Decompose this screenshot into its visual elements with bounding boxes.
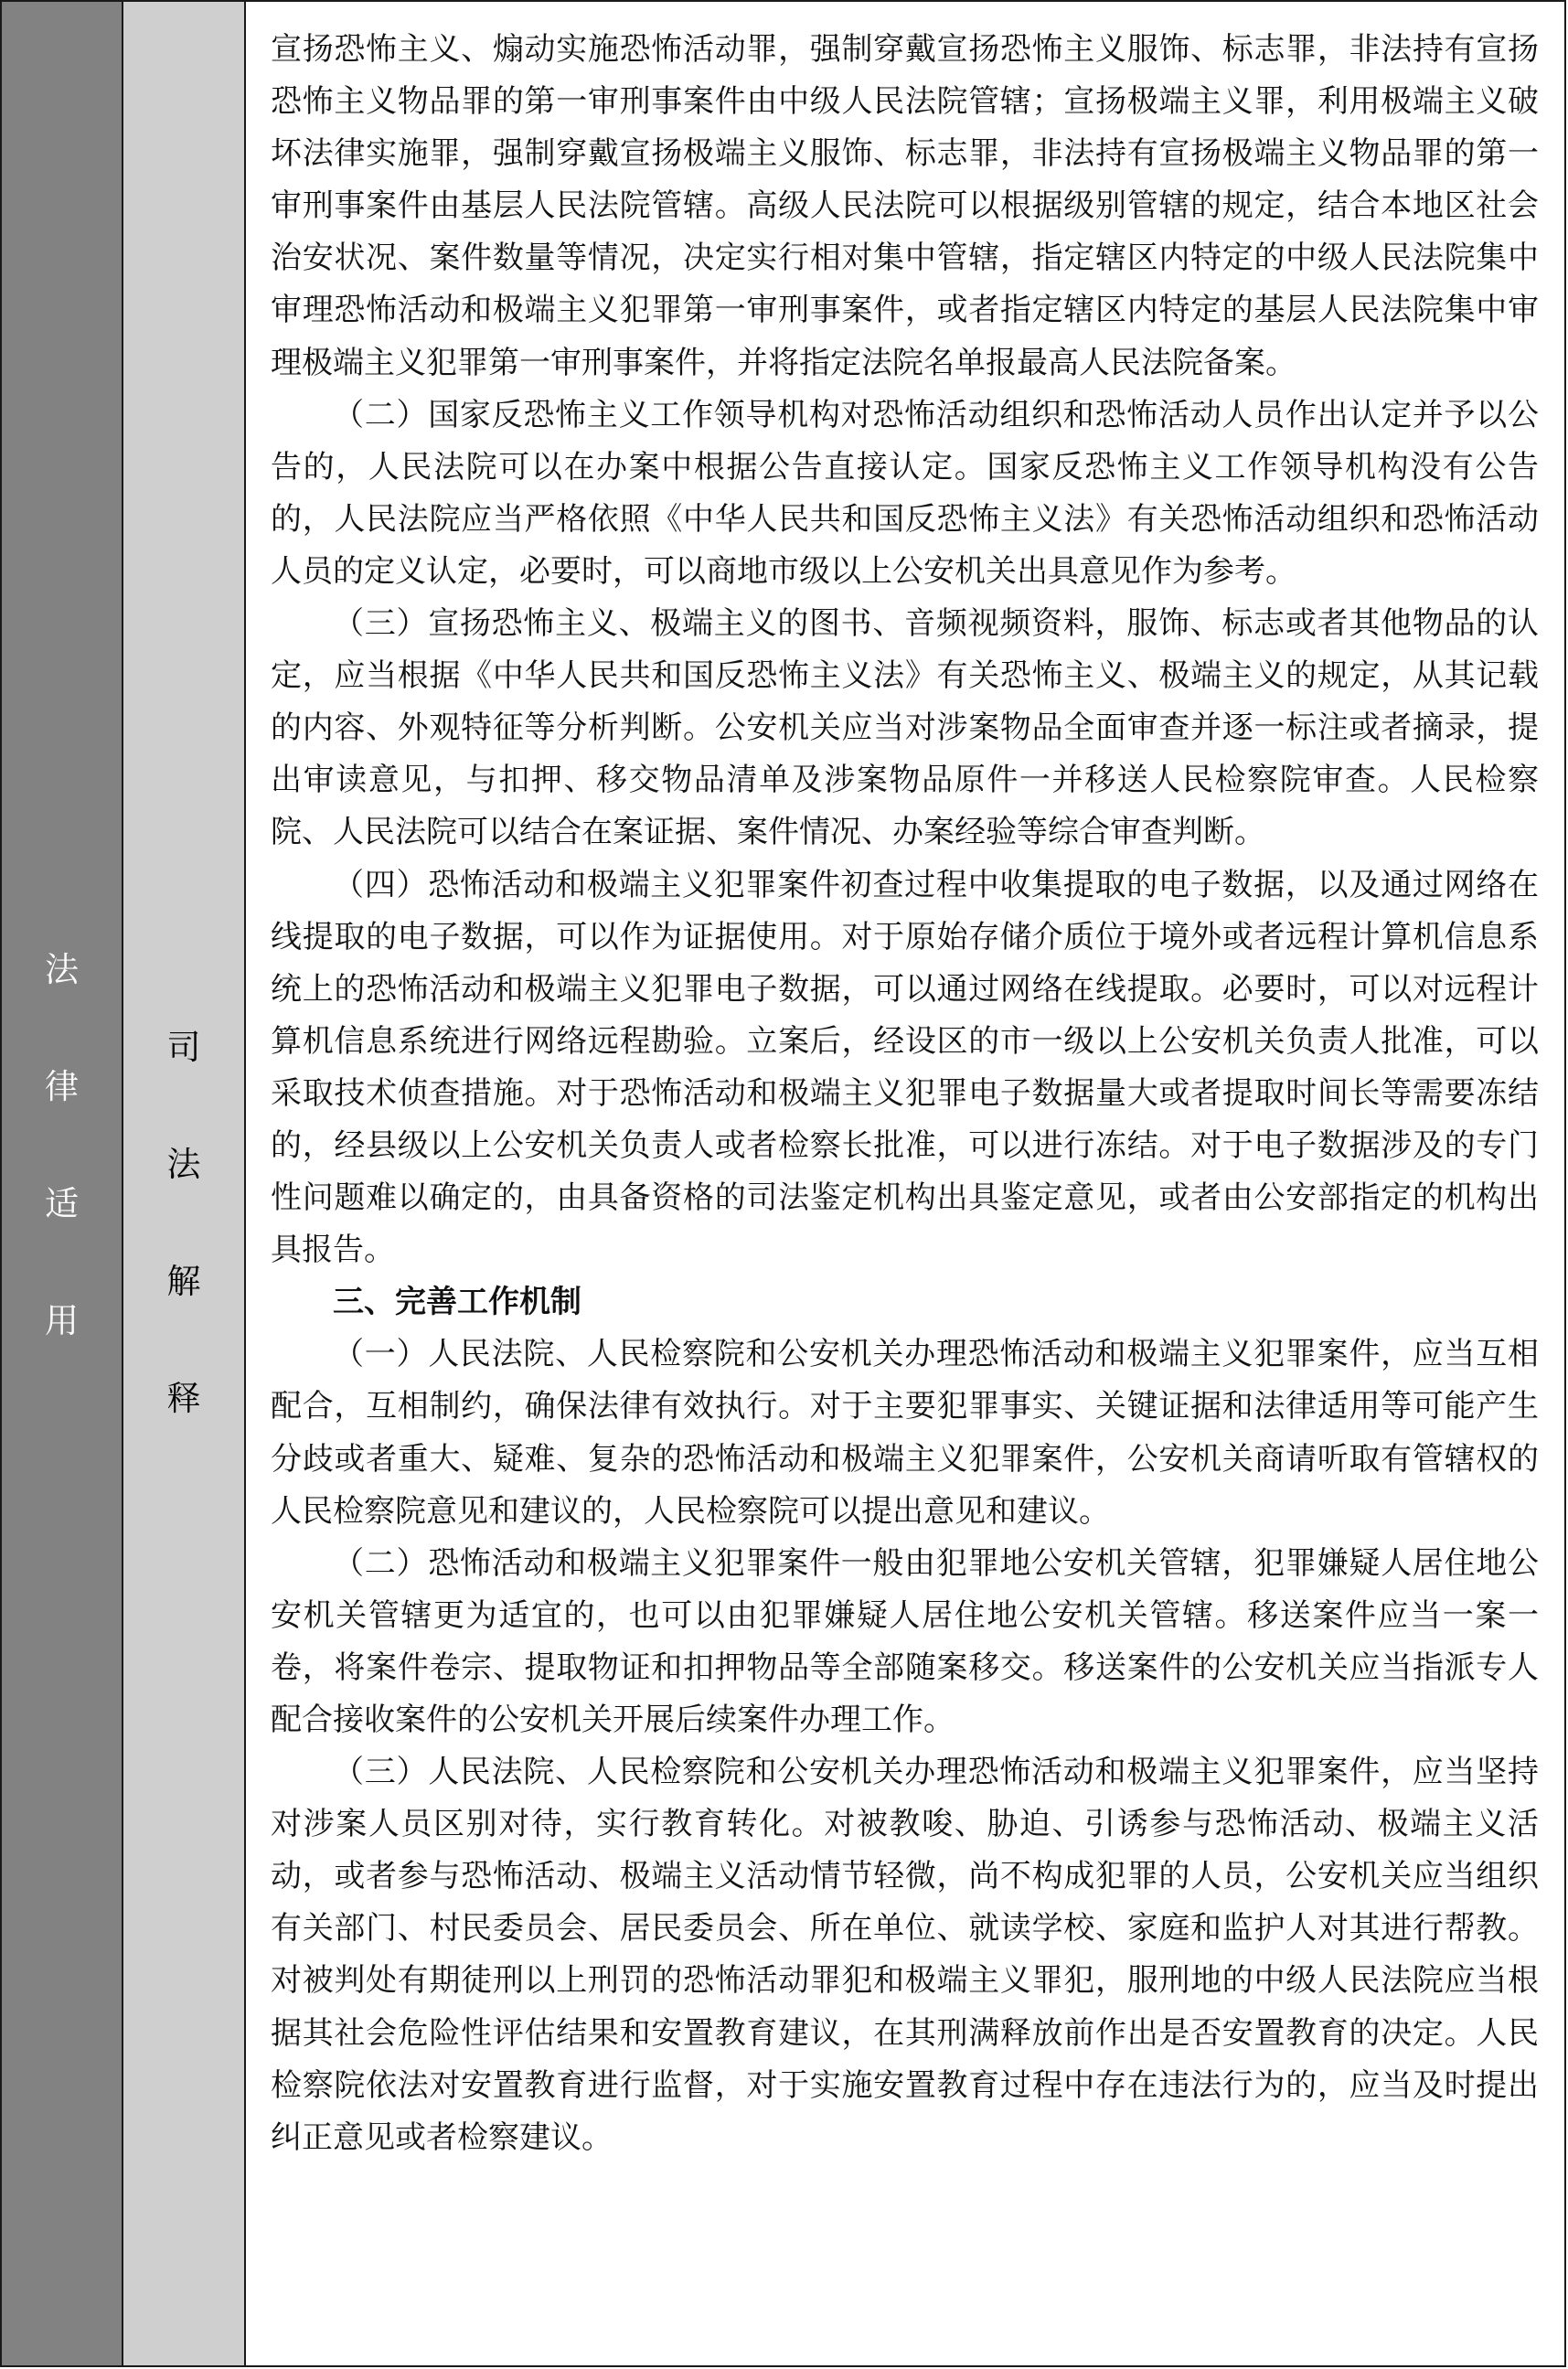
section-heading: 三、完善工作机制 — [333, 1284, 581, 1321]
section-column — [123, 2, 246, 2365]
paragraph: （二）恐怖活动和极端主义犯罪案件一般由犯罪地公安机关管辖，犯罪嫌疑人居住地公安机关管辖更为适宜的，也可以由犯罪嫌疑人居住地公安机关管辖。移送案件应当一案一卷，将案件卷宗、提取物证和扣押物品等全部随案移交。移送案件的公安机关应当指派专人配合接收案件的公安机关开展后续案件办理工作。 — [271, 1544, 1539, 1738]
paragraph: （一）人民法院、人民检察院和公安机关办理恐怖活动和极端主义犯罪案件，应当互相配合，互相制约，确保法律有效执行。对于主要犯罪事实、关键证据和法律适用等可能产生分歧或者重大、疑难、复杂的恐怖活动和极端主义犯罪案件，公安机关商请听取有管辖权的人民检察院意见和建议的，人民检察院可以提出意见和建议。 — [271, 1336, 1539, 1530]
paragraph: （三）宣扬恐怖主义、极端主义的图书、音频视频资料，服饰、标志或者其他物品的认定，应当根据《中华人民共和国反恐怖主义法》有关恐怖主义、极端主义的规定，从其记载的内容、外观特征等分析判断。公安机关应当对涉案物品全面审查并逐一标注或者摘录，提出审读意见，与扣押、移交物品清单及涉案物品原件一并移送人民检察院审查。人民检察院、人民法院可以结合在案证据、案件情况、办案经验等综合审查判断。 — [271, 605, 1539, 851]
paragraph: （四）恐怖活动和极端主义犯罪案件初查过程中收集提取的电子数据，以及通过网络在线提取的电子数据，可以作为证据使用。对于原始存储介质位于境外或者远程计算机信息系统上的恐怖活动和极端主义犯罪电子数据，可以通过网络在线提取。必要时，可以对远程计算机信息系统进行网络远程勘验。立案后，经设区的市一级以上公安机关负责人批准，可以采取技术侦查措施。对于恐怖活动和极端主义犯罪电子数据量大或者提取时间长等需要冻结的，经县级以上公安机关负责人或者检察长批准，可以进行冻结。对于电子数据涉及的专门性问题难以确定的，由具备资格的司法鉴定机构出具鉴定意见，或者由公安部指定的机构出具报告。 — [271, 866, 1539, 1269]
section-label: 司 法 解 释 — [166, 1028, 201, 1418]
category-label: 法 律 适 用 — [45, 950, 79, 1340]
paragraph: 宣扬恐怖主义、煽动实施恐怖活动罪，强制穿戴宣扬恐怖主义服饰、标志罪，非法持有宣扬恐怖主义物品罪的第一审刑事案件由中级人民法院管辖；宣扬极端主义罪，利用极端主义破坏法律实施罪，强制穿戴宣扬极端主义服饰、标志罪，非法持有宣扬极端主义物品罪的第一审刑事案件由基层人民法院管辖。高级人民法院可以根据级别管辖的规定，结合本地区社会治安状况、案件数量等情况，决定实行相对集中管辖，指定辖区内特定的中级人民法院集中审理恐怖活动和极端主义犯罪第一审刑事案件，或者指定辖区内特定的基层人民法院集中审理极端主义犯罪第一审刑事案件，并将指定法院名单报最高人民法院备案。 — [271, 31, 1539, 381]
content-column — [247, 2, 1564, 2365]
paragraph: （三）人民法院、人民检察院和公安机关办理恐怖活动和极端主义犯罪案件，应当坚持对涉案人员区别对待，实行教育转化。对被教唆、胁迫、引诱参与恐怖活动、极端主义活动，或者参与恐怖活动、极端主义活动情节轻微，尚不构成犯罪的人员，公安机关应当组织有关部门、村民委员会、居民委员会、所在单位、就读学校、家庭和监护人对其进行帮教。对被判处有期徒刑以上刑罚的恐怖活动罪犯和极端主义罪犯，服刑地的中级人民法院应当根据其社会危险性评估结果和安置教育建议，在其刑满释放前作出是否安置教育的决定。人民检察院依法对安置教育进行监督，对于实施安置教育过程中存在违法行为的，应当及时提出纠正意见或者检察建议。 — [271, 1754, 1539, 2156]
paragraph: （二）国家反恐怖主义工作领导机构对恐怖活动组织和恐怖活动人员作出认定并予以公告的，人民法院可以在办案中根据公告直接认定。国家反恐怖主义工作领导机构没有公告的，人民法院应当严格依照《中华人民共和国反恐怖主义法》有关恐怖活动组织和恐怖活动人员的定义认定，必要时，可以商地市级以上公安机关出具意见作为参考。 — [271, 396, 1539, 590]
category-column — [2, 2, 123, 2365]
